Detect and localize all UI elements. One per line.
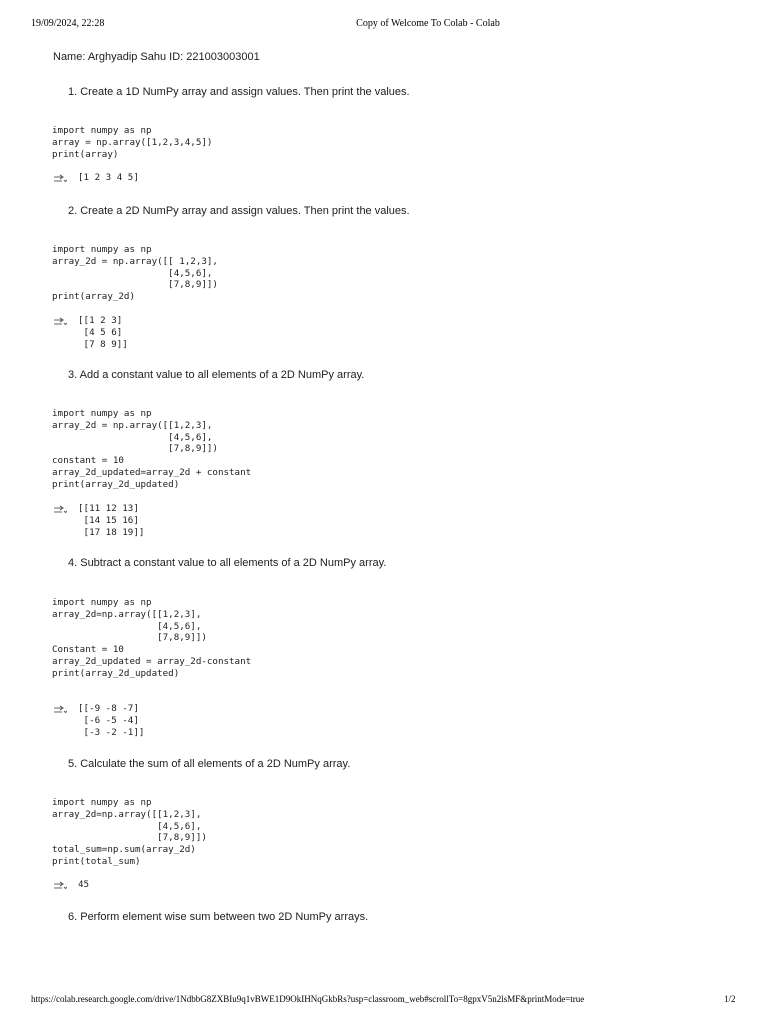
cell-5-output: 45 bbox=[78, 879, 90, 890]
cell-1-heading: 1. Create a 1D NumPy array and assign values. Then print the values. bbox=[68, 86, 410, 98]
cell-4-output: [[-9 -8 -7] [-6 -5 -4] [-3 -2 -1]] bbox=[78, 703, 145, 738]
cell-6-heading: 6. Perform element wise sum between two 2D NumPy arrays. bbox=[68, 911, 369, 923]
cell-4-heading: 4. Subtract a constant value to all elements of a 2D NumPy array. bbox=[68, 557, 387, 569]
cell-3-output: [[11 12 13] [14 15 16] [17 18 19]] bbox=[78, 503, 145, 538]
print-datetime: 19/09/2024, 22:28 bbox=[31, 18, 105, 29]
print-url: https://colab.research.google.com/drive/1NdbbG8ZXBIu9q1vBWE1D9OkIHNqGkbRs?usp=classroom_web#scrollTo=8gpxV5n2lsMF&printMode=true bbox=[31, 994, 585, 1004]
cell-2-heading: 2. Create a 2D NumPy array and assign values. Then print the values. bbox=[68, 205, 410, 217]
output-toggle-icon[interactable] bbox=[53, 505, 67, 515]
cell-5-heading: 5. Calculate the sum of all elements of a 2D NumPy array. bbox=[68, 758, 351, 770]
cell-2-code[interactable]: import numpy as np array_2d = np.array([[ 1,2,3], [4,5,6], [7,8,9]]) print(array_2d) bbox=[52, 244, 218, 303]
output-toggle-icon[interactable] bbox=[53, 881, 67, 891]
cell-4-code[interactable]: import numpy as np array_2d=np.array([[1,2,3], [4,5,6], [7,8,9]]) Constant = 10 array_2d_updated = array_2d-constant print(array_2d_updated) bbox=[52, 597, 252, 679]
cell-3-heading: 3. Add a constant value to all elements of a 2D NumPy array. bbox=[68, 369, 365, 381]
print-page-title: Copy of Welcome To Colab - Colab bbox=[356, 18, 500, 29]
print-page-number: 1/2 bbox=[724, 994, 736, 1004]
output-toggle-icon[interactable] bbox=[53, 317, 67, 327]
cell-3-code[interactable]: import numpy as np array_2d = np.array([[1,2,3], [4,5,6], [7,8,9]]) constant = 10 array_2d_updated=array_2d + constant print(array_2d_updated) bbox=[52, 408, 252, 490]
cell-1-code[interactable]: import numpy as np array = np.array([1,2,3,4,5]) print(array) bbox=[52, 125, 213, 160]
cell-1-output: [1 2 3 4 5] bbox=[78, 172, 139, 183]
student-name-id: Name: Arghyadip Sahu ID: 221003003001 bbox=[53, 51, 260, 63]
cell-5-code[interactable]: import numpy as np array_2d=np.array([[1,2,3], [4,5,6], [7,8,9]]) total_sum=np.sum(array_2d) print(total_sum) bbox=[52, 797, 207, 867]
output-toggle-icon[interactable] bbox=[53, 705, 67, 715]
cell-2-output: [[1 2 3] [4 5 6] [7 8 9]] bbox=[78, 315, 128, 350]
output-toggle-icon[interactable] bbox=[53, 174, 67, 184]
